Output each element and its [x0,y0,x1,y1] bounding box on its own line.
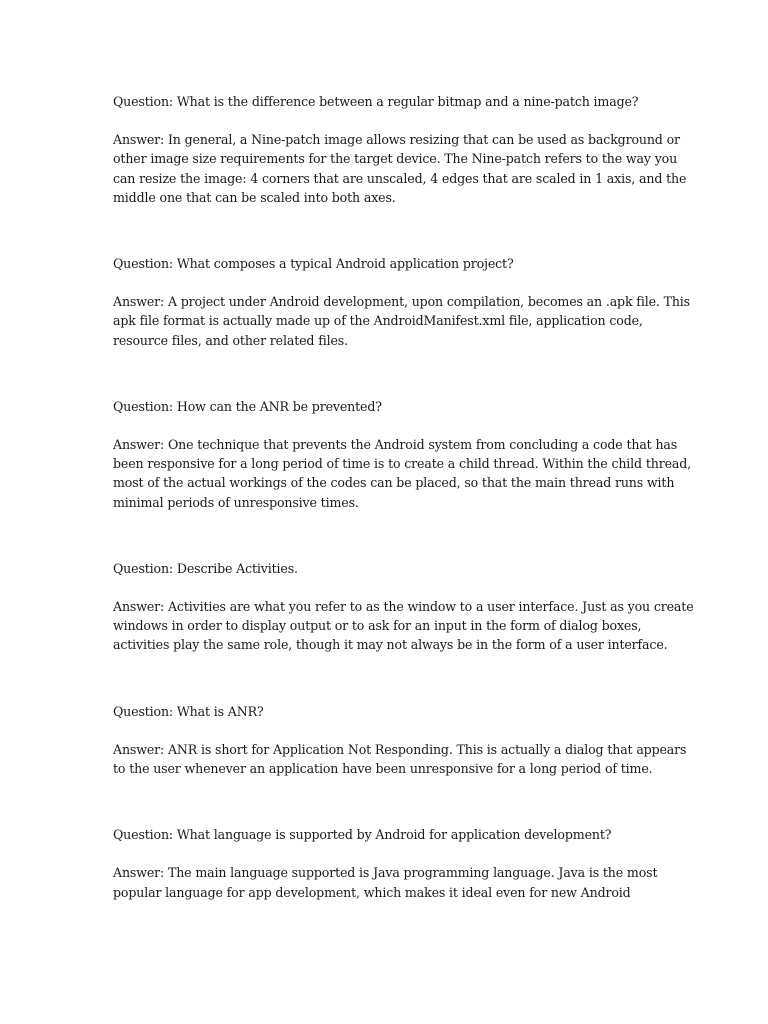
answer-text [113,740,687,778]
answer-text [113,863,658,901]
qa-block [113,825,658,902]
answer-line: minimal periods of unresponsive times. [113,494,359,510]
qa-block [113,254,690,350]
answer-line: to the user whenever an application have been unresponsive for a long period of time. [113,761,653,777]
document-content [113,92,694,949]
answer-text [113,597,694,655]
answer-line: popular language for app development, which makes it ideal even for new Android [113,884,631,900]
qa-block [113,92,687,207]
question-text: Question: What language is supported by Android for application development? [113,827,612,843]
question-text: Question: How can the ANR be prevented? [113,398,382,414]
answer-text [113,130,687,207]
answer-text [113,435,691,512]
question-text: Question: What is ANR? [113,703,264,719]
answer-line: other image size requirements for the target device. The Nine-patch refers to the way you [113,151,678,167]
answer-line: resource files, and other related files. [113,332,348,348]
answer-line: been responsive for a long period of time is to create a child thread. Within the child thread, [113,456,691,472]
question-text: Question: What composes a typical Android application project? [113,256,514,272]
qa-block [113,397,691,512]
answer-line: apk file format is actually made up of the AndroidManifest.xml file, application code, [113,313,643,329]
answer-line: activities play the same role, though it may not always be in the form of a user interface. [113,637,668,653]
qa-block [113,702,687,779]
question-text: Question: Describe Activities. [113,560,298,576]
answer-line: Answer: The main language supported is Java programming language. Java is the most [113,865,658,881]
answer-line: Answer: In general, a Nine-patch image allows resizing that can be used as background or [113,132,680,148]
answer-text [113,292,690,350]
answer-line: Answer: One technique that prevents the Android system from concluding a code that has [113,437,678,453]
answer-line: most of the actual workings of the codes can be placed, so that the main thread runs with [113,475,675,491]
answer-line: can resize the image: 4 corners that are unscaled, 4 edges that are scaled in 1 axis, and the [113,170,687,186]
answer-line: Answer: A project under Android development, upon compilation, becomes an .apk file. This [113,294,690,310]
answer-line: middle one that can be scaled into both axes. [113,189,396,205]
answer-line: Answer: ANR is short for Application Not Responding. This is actually a dialog that appears [113,741,687,757]
answer-line: windows in order to display output or to ask for an input in the form of dialog boxes, [113,618,642,634]
qa-block [113,559,694,655]
answer-line: Answer: Activities are what you refer to as the window to a user interface. Just as you create [113,599,694,615]
question-text: Question: What is the difference between a regular bitmap and a nine-patch image? [113,94,639,109]
